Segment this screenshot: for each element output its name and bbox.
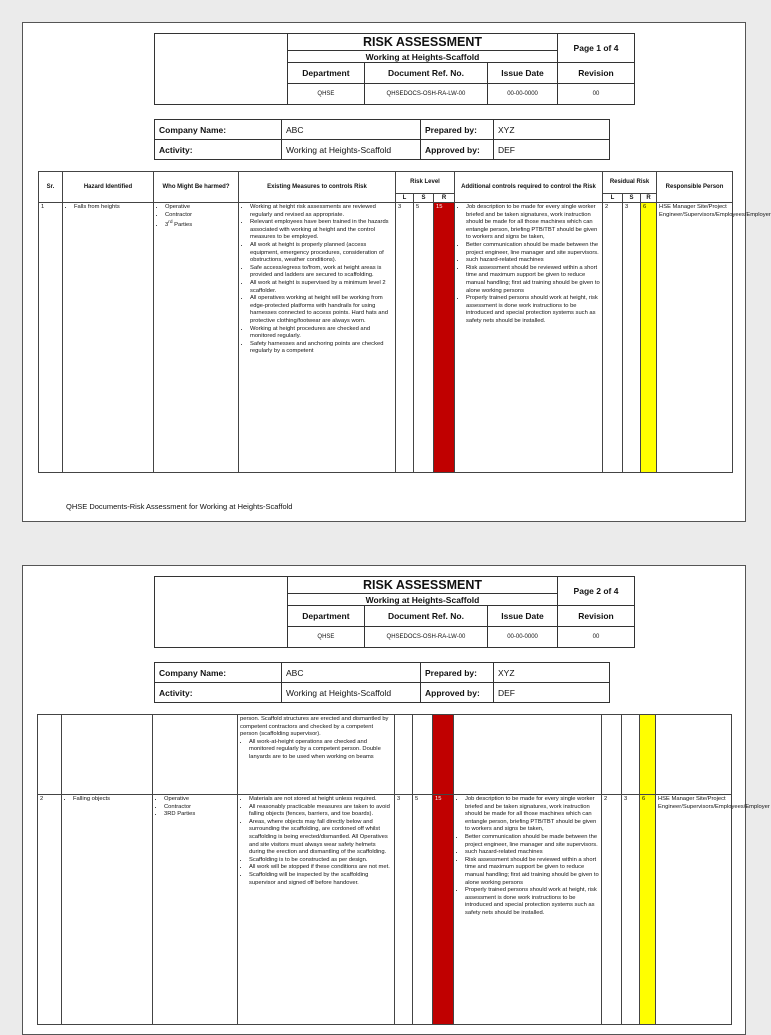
docref-label: Document Ref. No.	[364, 63, 487, 84]
logo-placeholder	[155, 34, 288, 105]
docref-value: QHSEDOCS-OSH-RA-LW-00	[364, 84, 487, 105]
list-item: • Better communication should be made between the project engineer, line manager and site supervisors.	[465, 834, 599, 849]
list-item: • Contractor	[165, 212, 236, 220]
document-header	[154, 33, 635, 105]
empty-cell	[602, 715, 622, 795]
docref-value: QHSEDOCS-OSH-RA-LW-00	[364, 627, 487, 648]
residual-s-cell: 3	[622, 795, 640, 1025]
list-item	[165, 219, 236, 230]
third-parties-number: 3	[165, 222, 169, 229]
empty-cell	[413, 715, 433, 795]
department-value: QHSE	[288, 627, 365, 648]
list-item: • Areas, where objects may fall directly below and surrounding the scaffolding, are cordoned off whilst scaffolding is being erected/dismantled. All Operatives and site visitors must always wear safety helmets during the erection and dismantling of the scaffolding.	[249, 819, 392, 857]
list-item: • Job description to be made for every single worker briefed and be taken signatures, work instruction should be made for all those machines which can entangle person, briefing PTB/TBT should be given to workers and signs be taken,	[465, 796, 599, 834]
table-row	[39, 203, 733, 473]
department-label: Department	[288, 606, 365, 627]
list-item: • All reasonably practicable measures are taken to avoid falling objects (fences, barriers, and toe boards).	[249, 804, 392, 819]
r-cell: 15	[433, 795, 454, 1025]
empty-cell	[38, 715, 62, 795]
approved-value: DEF	[494, 683, 610, 703]
col-residual: Residual Risk	[603, 172, 657, 194]
list-item: • Safety harnesses and anchoring points are checked regularly by a competent	[250, 341, 393, 356]
list-item: • Contractor	[164, 804, 235, 812]
table-row	[38, 795, 732, 1025]
document-page-1	[22, 22, 771, 522]
page-number: Page 1 of 4	[558, 34, 635, 63]
residual-l-cell: 2	[602, 795, 622, 1025]
info-table	[154, 662, 610, 703]
r-cell: 15	[434, 203, 455, 473]
col-l: L	[396, 194, 414, 203]
col-additional: Additional controls required to control the Risk	[455, 172, 603, 203]
who-cell	[153, 795, 238, 1025]
revision-label: Revision	[558, 606, 635, 627]
col-sr: Sr.	[39, 172, 63, 203]
activity-value: Working at Heights-Scaffold	[282, 140, 421, 160]
list-item: • Job description to be made for every single worker briefed and be taken signatures, work instruction should be made for all those machines which can entangle person, briefing PTB/TBT should be given to workers and signs be taken,	[466, 204, 600, 242]
table-row	[38, 715, 732, 795]
list-item: • Properly trained persons should work at height, risk assessment is done work instructions to be introduced and special protection systems such as safety nets should be installed.	[466, 295, 600, 325]
list-item: • Operative	[165, 204, 236, 212]
empty-cell	[656, 715, 732, 795]
col-risk-level: Risk Level	[396, 172, 455, 194]
document-title: RISK ASSESSMENT	[288, 34, 558, 51]
l-cell: 3	[396, 203, 414, 473]
who-cell	[154, 203, 239, 473]
responsible-cell: HSE Manager Site/Project Engineer/Supervisors/Employees/Employer	[656, 795, 732, 1025]
list-item: • Scaffolding is to be constructed as per design.	[249, 857, 392, 865]
list-item: • Relevant employees have been trained in the hazards associated with working at height and the control measures to be employed.	[250, 219, 393, 242]
document-header	[154, 576, 635, 648]
col-hazard: Hazard Identified	[63, 172, 154, 203]
hazard-cell	[62, 795, 153, 1025]
prepared-value: XYZ	[494, 120, 610, 140]
sr-cell: 2	[38, 795, 62, 1025]
revision-value: 00	[558, 627, 635, 648]
info-table	[154, 119, 610, 160]
third-parties-suffix: rd	[168, 220, 173, 226]
prepared-label: Prepared by:	[421, 663, 494, 683]
list-item: • Working at height risk assessments are reviewed regularly and revised as appropriate.	[250, 204, 393, 219]
issue-date-label: Issue Date	[488, 606, 558, 627]
hazard-text: • Falling objects	[73, 796, 150, 804]
prepared-value: XYZ	[494, 663, 610, 683]
hazard-cell	[63, 203, 154, 473]
activity-label: Activity:	[155, 683, 282, 703]
risk-table-continued	[37, 714, 770, 1025]
approved-label: Approved by:	[421, 140, 494, 160]
list-item: • Properly trained persons should work at height, risk assessment is done work instructions to be introduced and special protection systems such as safety nets should be installed.	[465, 887, 599, 917]
page-number: Page 2 of 4	[558, 577, 635, 606]
revision-label: Revision	[558, 63, 635, 84]
list-item: • such hazard-related machines	[465, 849, 599, 857]
hazard-text: • Falls from heights	[74, 204, 151, 212]
l-cell: 3	[395, 795, 413, 1025]
col-residual-s: S	[623, 194, 641, 203]
issue-date-value: 00-00-0000	[488, 627, 558, 648]
additional-cell	[454, 795, 602, 1025]
list-item: • 3RD Parties	[164, 811, 235, 819]
col-existing: Existing Measures to controls Risk	[239, 172, 396, 203]
company-value: ABC	[282, 663, 421, 683]
issue-date-value: 00-00-0000	[488, 84, 558, 105]
col-residual-l: L	[603, 194, 623, 203]
approved-label: Approved by:	[421, 683, 494, 703]
issue-date-label: Issue Date	[488, 63, 558, 84]
department-label: Department	[288, 63, 365, 84]
s-cell: 5	[413, 795, 433, 1025]
prepared-label: Prepared by:	[421, 120, 494, 140]
risk-table	[38, 171, 771, 473]
activity-label: Activity:	[155, 140, 282, 160]
list-item: • All work at height is properly planned (access equipment, emergency procedures, consideration of obstructions, weather conditions).	[250, 242, 393, 265]
activity-value: Working at Heights-Scaffold	[282, 683, 421, 703]
logo-placeholder	[155, 577, 288, 648]
empty-cell	[153, 715, 238, 795]
list-item: • Working at height procedures are checked and monitored regularly.	[250, 326, 393, 341]
residual-r-cell: 6	[640, 795, 656, 1025]
residual-r-cell-continued	[640, 715, 656, 795]
col-s: S	[414, 194, 434, 203]
s-cell: 5	[414, 203, 434, 473]
docref-label: Document Ref. No.	[364, 606, 487, 627]
empty-cell	[395, 715, 413, 795]
list-item: • Risk assessment should be reviewed within a short time and maximum support be given to reduce manual handling; first aid training should be given to alone working persons	[466, 265, 600, 295]
sr-cell: 1	[39, 203, 63, 473]
empty-cell	[622, 715, 640, 795]
document-title: RISK ASSESSMENT	[288, 577, 558, 594]
col-r: R	[434, 194, 455, 203]
list-item: • All work at height is supervised by a minimum level 2 scaffolder.	[250, 280, 393, 295]
empty-cell	[62, 715, 153, 795]
list-item: • All work-at-height operations are checked and monitored regularly by a competent person. Double lanyards are to be used when working on beams	[249, 739, 392, 762]
document-subtitle: Working at Heights-Scaffold	[288, 594, 558, 606]
department-value: QHSE	[288, 84, 365, 105]
responsible-cell: HSE Manager Site/Project Engineer/Supervisors/Employees/Employer	[657, 203, 733, 473]
third-parties-text: Parties	[172, 222, 193, 229]
company-label: Company Name:	[155, 120, 282, 140]
residual-l-cell: 2	[603, 203, 623, 473]
document-subtitle: Working at Heights-Scaffold	[288, 51, 558, 63]
list-item: • Operative	[164, 796, 235, 804]
col-residual-r: R	[641, 194, 657, 203]
list-item: • such hazard-related machines	[466, 257, 600, 265]
r-cell-continued	[433, 715, 454, 795]
empty-cell	[454, 715, 602, 795]
list-item: • Materials are not stored at height unless required.	[249, 796, 392, 804]
col-responsible: Responsible Person	[657, 172, 733, 203]
company-value: ABC	[282, 120, 421, 140]
approved-value: DEF	[494, 140, 610, 160]
list-item: • Risk assessment should be reviewed within a short time and maximum support be given to reduce manual handling; first aid training should be given to alone working persons	[465, 857, 599, 887]
list-item: • Better communication should be made between the project engineer, line manager and site supervisors.	[466, 242, 600, 257]
page-footer: QHSE Documents-Risk Assessment for Working at Heights-Scaffold	[66, 502, 293, 511]
continued-text: person. Scaffold structures are erected and dismantled by competent contractors and checked by a competent person (scaffolding supervisor).	[240, 716, 389, 738]
list-item: • All work will be stopped if these conditions are not met.	[249, 864, 392, 872]
company-label: Company Name:	[155, 663, 282, 683]
list-item: • Scaffolding will be inspected by the scaffolding supervisor and signed off before handover.	[249, 872, 392, 887]
col-who: Who Might Be harmed?	[154, 172, 239, 203]
existing-cell	[238, 715, 395, 795]
existing-cell	[238, 795, 395, 1025]
list-item: • Safe access/egress to/from, work at height areas is provided and ladders are secured to scaffolding.	[250, 265, 393, 280]
list-item: • All operatives working at height will be working from edge-protected platforms with handrails for using harnesses connected to access points. Hard hats and protective clothing/footwear are always worn.	[250, 295, 393, 325]
residual-r-cell: 6	[641, 203, 657, 473]
revision-value: 00	[558, 84, 635, 105]
existing-cell	[239, 203, 396, 473]
additional-cell	[455, 203, 603, 473]
residual-s-cell: 3	[623, 203, 641, 473]
